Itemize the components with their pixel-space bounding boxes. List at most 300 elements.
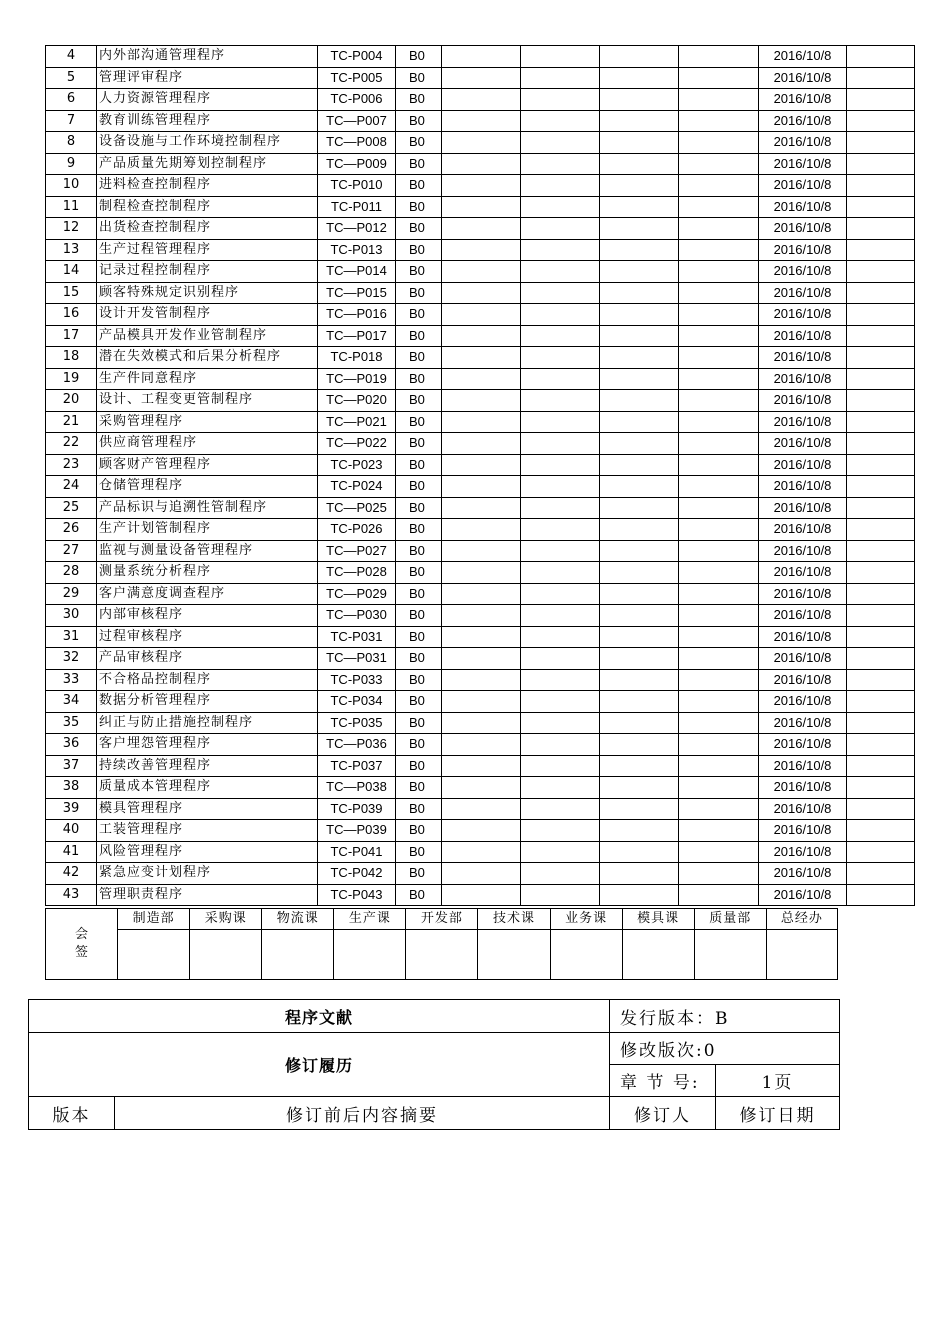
doc-code: TC-P037 — [318, 755, 396, 777]
blank-cell — [679, 390, 759, 412]
doc-date: 2016/10/8 — [759, 777, 847, 799]
doc-code: TC—P008 — [318, 132, 396, 154]
blank-cell — [847, 626, 915, 648]
blank-cell — [679, 110, 759, 132]
doc-code: TC-P026 — [318, 519, 396, 541]
doc-code: TC—P016 — [318, 304, 396, 326]
doc-number: 11 — [46, 196, 97, 218]
blank-cell — [600, 390, 679, 412]
blank-cell — [600, 777, 679, 799]
doc-number: 34 — [46, 691, 97, 713]
blank-cell — [847, 863, 915, 885]
blank-cell — [847, 46, 915, 68]
doc-code: TC—P025 — [318, 497, 396, 519]
blank-cell — [442, 497, 521, 519]
doc-name: 客户满意度调查程序 — [97, 583, 318, 605]
doc-version: B0 — [396, 110, 442, 132]
blank-cell — [442, 669, 521, 691]
blank-cell — [600, 304, 679, 326]
doc-number: 41 — [46, 841, 97, 863]
blank-cell — [600, 884, 679, 906]
doc-number: 19 — [46, 368, 97, 390]
doc-code: TC-P023 — [318, 454, 396, 476]
doc-version: B0 — [396, 368, 442, 390]
doc-number: 33 — [46, 669, 97, 691]
doc-version: B0 — [396, 691, 442, 713]
table-row — [46, 304, 915, 326]
doc-date: 2016/10/8 — [759, 411, 847, 433]
doc-number: 15 — [46, 282, 97, 304]
doc-code: TC-P043 — [318, 884, 396, 906]
blank-cell — [521, 347, 600, 369]
doc-name: 模具管理程序 — [97, 798, 318, 820]
doc-name: 生产件同意程序 — [97, 368, 318, 390]
doc-code: TC-P042 — [318, 863, 396, 885]
blank-cell — [679, 89, 759, 111]
doc-date: 2016/10/8 — [759, 540, 847, 562]
doc-version: B0 — [396, 712, 442, 734]
doc-version: B0 — [396, 411, 442, 433]
doc-version: B0 — [396, 196, 442, 218]
doc-date: 2016/10/8 — [759, 454, 847, 476]
blank-cell — [679, 46, 759, 68]
issue-version: 发行版本：B — [610, 1000, 840, 1033]
doc-number: 20 — [46, 390, 97, 412]
doc-date: 2016/10/8 — [759, 712, 847, 734]
table-row — [46, 648, 915, 670]
doc-version: B0 — [396, 132, 442, 154]
doc-date: 2016/10/8 — [759, 476, 847, 498]
signoff-cell — [262, 930, 334, 980]
table-row — [46, 175, 915, 197]
blank-cell — [521, 325, 600, 347]
signoff-dept: 制造部 — [118, 909, 190, 930]
doc-version: B0 — [396, 777, 442, 799]
doc-number: 40 — [46, 820, 97, 842]
doc-version: B0 — [396, 798, 442, 820]
blank-cell — [442, 347, 521, 369]
blank-cell — [847, 433, 915, 455]
blank-cell — [442, 734, 521, 756]
doc-code: TC—P019 — [318, 368, 396, 390]
blank-cell — [847, 648, 915, 670]
blank-cell — [847, 175, 915, 197]
blank-cell — [600, 110, 679, 132]
blank-cell — [442, 777, 521, 799]
blank-cell — [600, 626, 679, 648]
blank-cell — [521, 755, 600, 777]
doc-name: 管理职责程序 — [97, 884, 318, 906]
blank-cell — [679, 239, 759, 261]
blank-cell — [679, 519, 759, 541]
blank-cell — [679, 175, 759, 197]
doc-number: 36 — [46, 734, 97, 756]
blank-cell — [600, 691, 679, 713]
doc-number: 14 — [46, 261, 97, 283]
blank-cell — [847, 884, 915, 906]
blank-cell — [600, 841, 679, 863]
blank-cell — [679, 605, 759, 627]
doc-date: 2016/10/8 — [759, 433, 847, 455]
doc-code: TC—P027 — [318, 540, 396, 562]
doc-number: 7 — [46, 110, 97, 132]
doc-version: B0 — [396, 175, 442, 197]
doc-number: 9 — [46, 153, 97, 175]
doc-name: 供应商管理程序 — [97, 433, 318, 455]
doc-code: TC-P004 — [318, 46, 396, 68]
doc-version: B0 — [396, 433, 442, 455]
table-row — [46, 497, 915, 519]
blank-cell — [679, 218, 759, 240]
doc-version: B0 — [396, 562, 442, 584]
blank-cell — [442, 562, 521, 584]
doc-date: 2016/10/8 — [759, 196, 847, 218]
doc-date: 2016/10/8 — [759, 390, 847, 412]
doc-code: TC-P018 — [318, 347, 396, 369]
doc-name: 仓储管理程序 — [97, 476, 318, 498]
blank-cell — [679, 411, 759, 433]
doc-code: TC—P015 — [318, 282, 396, 304]
doc-number: 42 — [46, 863, 97, 885]
signoff-dept: 生产课 — [334, 909, 406, 930]
doc-number: 12 — [46, 218, 97, 240]
doc-version: B0 — [396, 583, 442, 605]
blank-cell — [521, 863, 600, 885]
doc-name: 出货检查控制程序 — [97, 218, 318, 240]
signoff-cell — [334, 930, 406, 980]
blank-cell — [521, 605, 600, 627]
doc-date: 2016/10/8 — [759, 669, 847, 691]
blank-cell — [679, 261, 759, 283]
doc-number: 32 — [46, 648, 97, 670]
table-row — [46, 734, 915, 756]
blank-cell — [600, 476, 679, 498]
blank-cell — [847, 304, 915, 326]
doc-code: TC-P031 — [318, 626, 396, 648]
doc-code: TC—P007 — [318, 110, 396, 132]
doc-name: 内部审核程序 — [97, 605, 318, 627]
doc-version: B0 — [396, 325, 442, 347]
doc-number: 18 — [46, 347, 97, 369]
doc-date: 2016/10/8 — [759, 67, 847, 89]
blank-cell — [600, 669, 679, 691]
blank-cell — [600, 755, 679, 777]
blank-cell — [442, 282, 521, 304]
doc-code: TC—P030 — [318, 605, 396, 627]
doc-code: TC-P024 — [318, 476, 396, 498]
blank-cell — [442, 583, 521, 605]
doc-code: TC-P034 — [318, 691, 396, 713]
blank-cell — [600, 540, 679, 562]
blank-cell — [847, 734, 915, 756]
blank-cell — [521, 691, 600, 713]
blank-cell — [442, 218, 521, 240]
doc-code: TC-P005 — [318, 67, 396, 89]
blank-cell — [521, 519, 600, 541]
doc-code: TC-P011 — [318, 196, 396, 218]
doc-name: 工装管理程序 — [97, 820, 318, 842]
doc-number: 43 — [46, 884, 97, 906]
doc-number: 13 — [46, 239, 97, 261]
doc-date: 2016/10/8 — [759, 626, 847, 648]
doc-version: B0 — [396, 454, 442, 476]
doc-number: 25 — [46, 497, 97, 519]
blank-cell — [600, 196, 679, 218]
blank-cell — [847, 67, 915, 89]
col-date: 修订日期 — [716, 1097, 840, 1130]
blank-cell — [521, 239, 600, 261]
table-row — [46, 282, 915, 304]
blank-cell — [679, 820, 759, 842]
doc-version: B0 — [396, 304, 442, 326]
doc-version: B0 — [396, 476, 442, 498]
blank-cell — [847, 691, 915, 713]
signoff-cell — [694, 930, 766, 980]
doc-version: B0 — [396, 46, 442, 68]
blank-cell — [521, 218, 600, 240]
revision-history-table — [28, 999, 840, 1130]
doc-name: 设计开发管制程序 — [97, 304, 318, 326]
blank-cell — [679, 712, 759, 734]
blank-cell — [521, 884, 600, 906]
blank-cell — [521, 433, 600, 455]
blank-cell — [847, 669, 915, 691]
doc-version: B0 — [396, 540, 442, 562]
doc-date: 2016/10/8 — [759, 239, 847, 261]
doc-name: 生产计划管制程序 — [97, 519, 318, 541]
table-row — [46, 583, 915, 605]
blank-cell — [521, 777, 600, 799]
blank-cell — [847, 411, 915, 433]
doc-name: 制程检查控制程序 — [97, 196, 318, 218]
blank-cell — [847, 755, 915, 777]
doc-code: TC—P038 — [318, 777, 396, 799]
blank-cell — [679, 132, 759, 154]
table-row — [46, 433, 915, 455]
blank-cell — [847, 347, 915, 369]
blank-cell — [521, 669, 600, 691]
blank-cell — [600, 67, 679, 89]
blank-cell — [847, 497, 915, 519]
doc-version: B0 — [396, 390, 442, 412]
doc-date: 2016/10/8 — [759, 325, 847, 347]
doc-code: TC-P010 — [318, 175, 396, 197]
blank-cell — [847, 239, 915, 261]
doc-code: TC-P039 — [318, 798, 396, 820]
blank-cell — [679, 433, 759, 455]
table-row — [46, 411, 915, 433]
signoff-cell — [550, 930, 622, 980]
blank-cell — [521, 562, 600, 584]
blank-cell — [679, 196, 759, 218]
blank-cell — [847, 820, 915, 842]
doc-name: 数据分析管理程序 — [97, 691, 318, 713]
doc-date: 2016/10/8 — [759, 691, 847, 713]
blank-cell — [847, 798, 915, 820]
blank-cell — [521, 304, 600, 326]
blank-cell — [521, 390, 600, 412]
blank-cell — [521, 110, 600, 132]
table-row — [46, 669, 915, 691]
blank-cell — [847, 218, 915, 240]
blank-cell — [521, 454, 600, 476]
blank-cell — [847, 110, 915, 132]
doc-date: 2016/10/8 — [759, 820, 847, 842]
doc-name: 生产过程管理程序 — [97, 239, 318, 261]
doc-version: B0 — [396, 648, 442, 670]
blank-cell — [679, 325, 759, 347]
blank-cell — [442, 841, 521, 863]
signoff-dept: 技术课 — [478, 909, 550, 930]
table-row — [46, 820, 915, 842]
doc-name: 产品质量先期筹划控制程序 — [97, 153, 318, 175]
document-list-table — [45, 45, 915, 906]
blank-cell — [442, 67, 521, 89]
doc-name: 采购管理程序 — [97, 411, 318, 433]
doc-date: 2016/10/8 — [759, 884, 847, 906]
blank-cell — [442, 89, 521, 111]
table-row — [46, 841, 915, 863]
blank-cell — [847, 712, 915, 734]
doc-date: 2016/10/8 — [759, 755, 847, 777]
doc-version: B0 — [396, 734, 442, 756]
doc-version: B0 — [396, 884, 442, 906]
page-number: 1页 — [716, 1065, 840, 1097]
doc-name: 设计、工程变更管制程序 — [97, 390, 318, 412]
doc-date: 2016/10/8 — [759, 153, 847, 175]
doc-number: 30 — [46, 605, 97, 627]
doc-name: 顾客特殊规定识别程序 — [97, 282, 318, 304]
table-row — [46, 712, 915, 734]
blank-cell — [521, 583, 600, 605]
blank-cell — [847, 261, 915, 283]
col-version: 版本 — [29, 1097, 115, 1130]
blank-cell — [521, 734, 600, 756]
doc-number: 23 — [46, 454, 97, 476]
doc-version: B0 — [396, 863, 442, 885]
signoff-dept: 质量部 — [694, 909, 766, 930]
blank-cell — [847, 132, 915, 154]
blank-cell — [521, 153, 600, 175]
doc-name: 进料检查控制程序 — [97, 175, 318, 197]
doc-number: 35 — [46, 712, 97, 734]
blank-cell — [442, 368, 521, 390]
blank-cell — [521, 282, 600, 304]
doc-date: 2016/10/8 — [759, 368, 847, 390]
blank-cell — [600, 218, 679, 240]
doc-version: B0 — [396, 218, 442, 240]
doc-number: 24 — [46, 476, 97, 498]
blank-cell — [442, 261, 521, 283]
doc-version: B0 — [396, 153, 442, 175]
doc-date: 2016/10/8 — [759, 132, 847, 154]
table-row — [46, 89, 915, 111]
blank-cell — [600, 132, 679, 154]
blank-cell — [600, 648, 679, 670]
blank-cell — [521, 841, 600, 863]
table-row — [46, 347, 915, 369]
blank-cell — [847, 89, 915, 111]
blank-cell — [847, 540, 915, 562]
doc-number: 26 — [46, 519, 97, 541]
blank-cell — [847, 282, 915, 304]
blank-cell — [847, 519, 915, 541]
blank-cell — [600, 519, 679, 541]
table-row — [46, 691, 915, 713]
doc-number: 39 — [46, 798, 97, 820]
blank-cell — [442, 691, 521, 713]
doc-date: 2016/10/8 — [759, 282, 847, 304]
doc-date: 2016/10/8 — [759, 863, 847, 885]
doc-date: 2016/10/8 — [759, 347, 847, 369]
doc-number: 38 — [46, 777, 97, 799]
signoff-label-text: 会签 — [75, 927, 89, 960]
blank-cell — [442, 476, 521, 498]
blank-cell — [679, 67, 759, 89]
doc-name: 测量系统分析程序 — [97, 562, 318, 584]
doc-name: 记录过程控制程序 — [97, 261, 318, 283]
blank-cell — [679, 368, 759, 390]
table-row — [46, 863, 915, 885]
blank-cell — [847, 605, 915, 627]
doc-name: 不合格品控制程序 — [97, 669, 318, 691]
table-row — [46, 798, 915, 820]
blank-cell — [679, 669, 759, 691]
doc-name: 设备设施与工作环境控制程序 — [97, 132, 318, 154]
blank-cell — [847, 476, 915, 498]
signoff-dept: 模具课 — [622, 909, 694, 930]
blank-cell — [679, 884, 759, 906]
blank-cell — [847, 777, 915, 799]
blank-cell — [442, 820, 521, 842]
blank-cell — [442, 648, 521, 670]
blank-cell — [679, 755, 759, 777]
doc-type-title: 程序文献 — [29, 1000, 610, 1033]
blank-cell — [600, 583, 679, 605]
doc-code: TC—P028 — [318, 562, 396, 584]
doc-number: 16 — [46, 304, 97, 326]
doc-code: TC—P020 — [318, 390, 396, 412]
blank-cell — [521, 175, 600, 197]
doc-number: 6 — [46, 89, 97, 111]
blank-cell — [442, 46, 521, 68]
blank-cell — [442, 519, 521, 541]
blank-cell — [521, 820, 600, 842]
table-row — [46, 626, 915, 648]
blank-cell — [847, 196, 915, 218]
doc-code: TC—P009 — [318, 153, 396, 175]
section-number: 章 节 号: — [610, 1065, 716, 1097]
signoff-dept: 总经办 — [766, 909, 837, 930]
blank-cell — [442, 755, 521, 777]
doc-version: B0 — [396, 89, 442, 111]
doc-date: 2016/10/8 — [759, 562, 847, 584]
signoff-cell — [190, 930, 262, 980]
table-row — [46, 325, 915, 347]
blank-cell — [442, 712, 521, 734]
blank-cell — [679, 777, 759, 799]
doc-date: 2016/10/8 — [759, 175, 847, 197]
blank-cell — [442, 196, 521, 218]
doc-date: 2016/10/8 — [759, 841, 847, 863]
table-row — [46, 110, 915, 132]
doc-name: 潜在失效模式和后果分析程序 — [97, 347, 318, 369]
table-row — [46, 132, 915, 154]
blank-cell — [847, 390, 915, 412]
blank-cell — [442, 153, 521, 175]
blank-cell — [847, 325, 915, 347]
doc-name: 纠正与防止措施控制程序 — [97, 712, 318, 734]
